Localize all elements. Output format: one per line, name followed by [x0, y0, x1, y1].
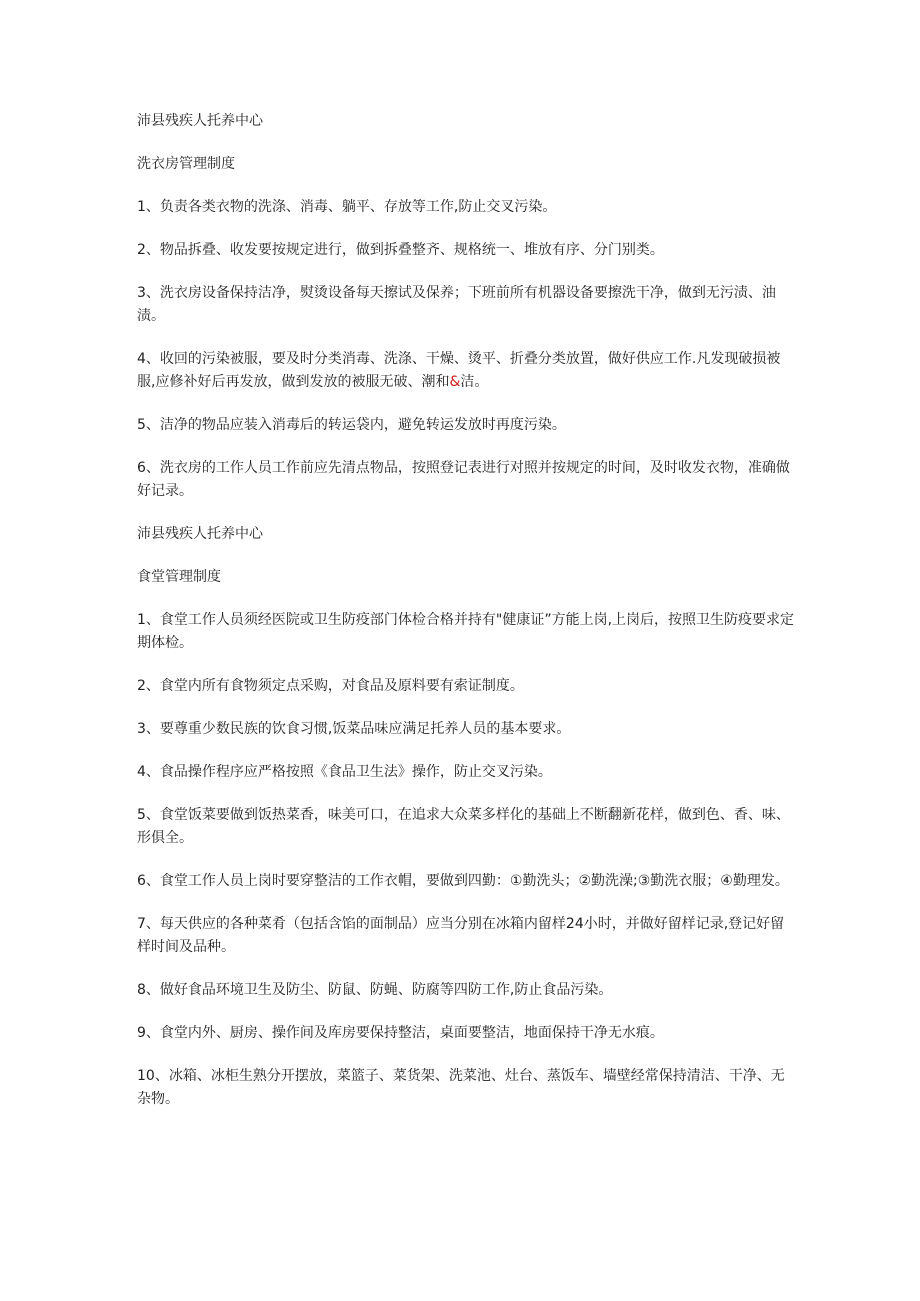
section2-item-2: 2、食堂内所有食物须定点采购，对食品及原料要有索证制度。: [137, 678, 524, 694]
section1-heading: 洗衣房管理制度: [137, 156, 235, 172]
document-page: [137, 110, 797, 1131]
section1-org: 沛县残疾人托养中心: [137, 113, 263, 129]
section2-item-3: 3、要尊重少数民族的饮食习惯,饭菜品味应满足托养人员的基本要求。: [137, 721, 571, 737]
section1-item-3: 3、洗衣房设备保持洁净，熨烫设备每天擦试及保养；下班前所有机器设备要擦洗干净，做到无污渍、油渍。: [137, 285, 776, 324]
section2-item-1: 1、食堂工作人员须经医院或卫生防疫部门体检合格并持有"健康证”方能上岗,上岗后，按照卫生防疫要求定期体检。: [137, 612, 795, 651]
section2-item-8: 8、做好食品环境卫生及防尘、防鼠、防蝇、防腐等四防工作,防止食品污染。: [137, 982, 613, 998]
section1-item-2: 2、物品拆叠、收发要按规定进行，做到拆叠整齐、规格统一、堆放有序、分门别类。: [137, 242, 664, 258]
section2-heading: 食堂管理制度: [137, 569, 221, 585]
section1-item-4: [137, 348, 797, 394]
section2-item-10: 10、冰箱、冰柜生熟分开摆放，菜篮子、菜货架、洗菜池、灶台、蒸饭车、墙壁经常保持清洁、干净、无杂物。: [137, 1068, 785, 1107]
section2-item-5: 5、食堂饭菜要做到饭热菜香，味美可口，在追求大众菜多样化的基础上不断翻新花样，做到色、香、味、形俱全。: [137, 807, 790, 846]
section2-item-9: 9、食堂内外、厨房、操作间及库房要保持整洁，桌面要整洁，地面保持干净无水痕。: [137, 1025, 664, 1041]
section1-item-1: 1、负责各类衣物的洗涤、消毒、躺平、存放等工作,防止交叉污染。: [137, 199, 557, 215]
section1-item-6: 6、洗衣房的工作人员工作前应先清点物品，按照登记表进行对照并按规定的时间，及时收发衣物，准确做好记录。: [137, 460, 790, 499]
section2-org: 沛县残疾人托养中心: [137, 526, 263, 542]
section2-item-4: 4、食品操作程序应严格按照《食品卫生法》操作，防止交叉污染。: [137, 764, 552, 780]
section1-item-4-tail: 洁。: [460, 374, 489, 390]
section1-item-4-text: 4、收回的污染被服，要及时分类消毒、洗涤、干燥、烫平、折叠分类放置，做好供应工作.凡发现破损被服,应修补好后再发放，做到发放的被服无破、潮和: [137, 351, 781, 390]
section1-item-5: 5、洁净的物品应装入消毒后的转运袋内，避免转运发放时再度污染。: [137, 417, 566, 433]
section2-item-7: 7、每天供应的各种菜肴（包括含馅的面制品）应当分别在冰箱内留样24小时，并做好留样记录,登记好留样时间及品种。: [137, 916, 785, 955]
red-ampersand-mark: &: [449, 374, 461, 390]
section2-item-6: 6、食堂工作人员上岗时要穿整洁的工作衣帽，要做到四勤：①勤洗头；②勤洗澡;③勤洗衣服；④勤理发。: [137, 873, 789, 889]
